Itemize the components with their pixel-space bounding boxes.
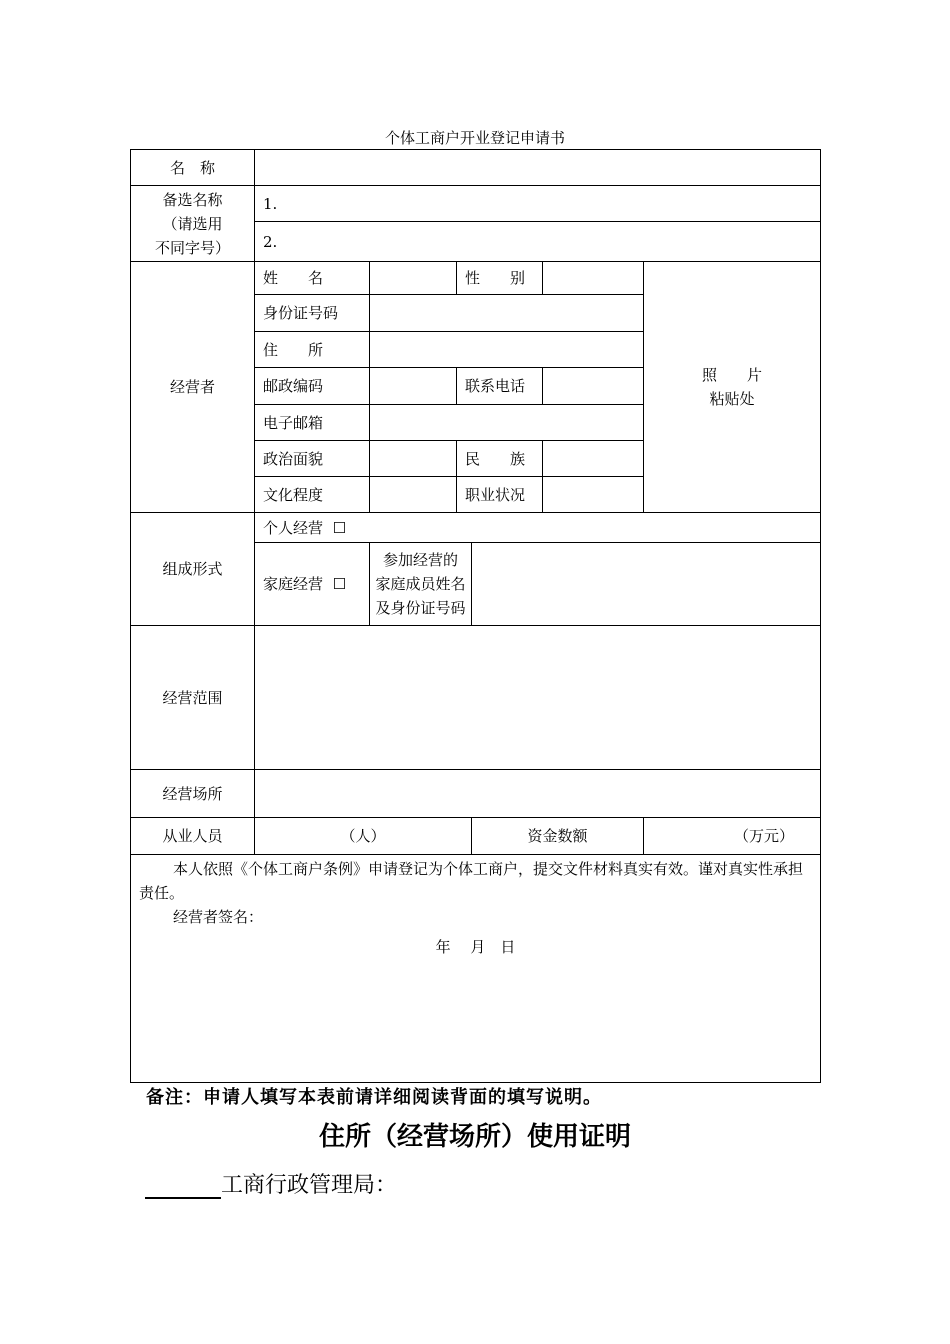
address-field[interactable] xyxy=(370,332,644,368)
individual-checkbox[interactable]: ☐ xyxy=(332,518,347,537)
employees-unit: （人） xyxy=(340,827,386,845)
occupation-field[interactable] xyxy=(543,477,644,513)
name-field[interactable] xyxy=(255,150,821,186)
phone-field[interactable] xyxy=(543,368,644,405)
postcode-label: 邮政编码 xyxy=(255,368,370,405)
alt-name-1-field[interactable]: 1. xyxy=(255,186,821,222)
education-label: 文化程度 xyxy=(255,477,370,513)
note-text: 备注：申请人填写本表前请详细阅读背面的填写说明。 xyxy=(146,1087,602,1108)
individual-option[interactable]: 个人经营 ☐ xyxy=(255,513,821,543)
email-label: 电子邮箱 xyxy=(255,405,370,441)
family-members-label: 参加经营的 家庭成员姓名 及身份证号码 xyxy=(370,543,472,626)
date-label[interactable]: 年 月 日 xyxy=(435,938,516,956)
employees-field[interactable] xyxy=(255,818,472,855)
family-members-field[interactable] xyxy=(472,543,821,626)
application-form-table xyxy=(130,149,821,1083)
ethnicity-label: 民 族 xyxy=(457,441,543,477)
occupation-label: 职业状况 xyxy=(457,477,543,513)
id-number-field[interactable] xyxy=(370,295,644,332)
address-label: 住 所 xyxy=(255,332,370,368)
capital-field[interactable] xyxy=(644,818,821,855)
postcode-field[interactable] xyxy=(370,368,457,405)
operator-name-label: 姓 名 xyxy=(255,262,370,295)
education-field[interactable] xyxy=(370,477,457,513)
photo-label-2: 粘贴处 xyxy=(709,390,755,408)
signature-label[interactable]: 经营者签名： xyxy=(173,908,264,926)
photo-label: 照 片 xyxy=(701,366,762,384)
ethnicity-field[interactable] xyxy=(543,441,644,477)
declaration-section xyxy=(131,855,821,1083)
bureau-blank[interactable] xyxy=(145,1171,221,1199)
family-option[interactable]: 家庭经营 ☐ xyxy=(255,543,370,626)
gender-field[interactable] xyxy=(543,262,644,295)
political-status-field[interactable] xyxy=(370,441,457,477)
bureau-label: 工商行政管理局： xyxy=(221,1173,398,1198)
capital-label: 资金数额 xyxy=(472,818,644,855)
section-title: 住所（经营场所）使用证明 xyxy=(318,1122,631,1152)
composition-label: 组成形式 xyxy=(131,513,255,626)
alt-name-label: 备选名称 （请选用 不同字号） xyxy=(131,186,255,262)
business-scope-field[interactable] xyxy=(255,626,821,770)
alt-name-2-field[interactable]: 2. xyxy=(255,222,821,262)
family-checkbox[interactable]: ☐ xyxy=(332,575,347,593)
employees-label: 从业人员 xyxy=(131,818,255,855)
operator-name-field[interactable] xyxy=(370,262,457,295)
bureau-line xyxy=(145,1168,397,1199)
id-number-label: 身份证号码 xyxy=(255,295,370,332)
declaration-text: 本人依照《个体工商户条例》申请登记为个体工商户，提交文件材料真实有效。谨对真实性承担责任。 xyxy=(139,860,804,902)
photo-area xyxy=(644,262,821,513)
political-status-label: 政治面貌 xyxy=(255,441,370,477)
gender-label: 性 别 xyxy=(457,262,543,295)
phone-label: 联系电话 xyxy=(457,368,543,405)
form-title: 个体工商户开业登记申请书 xyxy=(384,129,565,147)
operator-label: 经营者 xyxy=(131,262,255,513)
business-scope-label: 经营范围 xyxy=(131,626,255,770)
name-label: 名 称 xyxy=(131,150,255,186)
premises-field[interactable] xyxy=(255,770,821,818)
capital-unit: （万元） xyxy=(733,827,794,845)
premises-label: 经营场所 xyxy=(131,770,255,818)
email-field[interactable] xyxy=(370,405,644,441)
